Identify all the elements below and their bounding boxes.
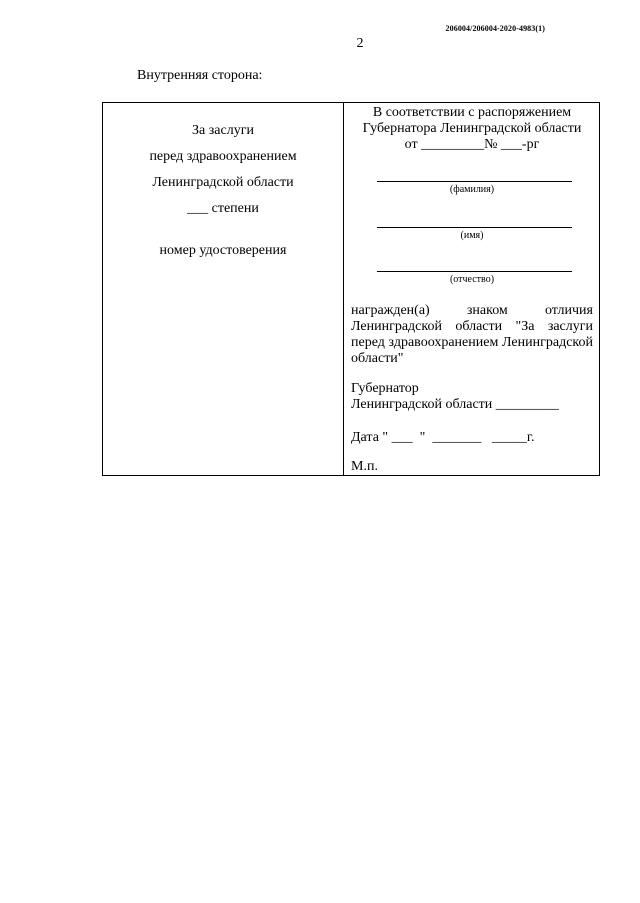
surname-field-line xyxy=(377,181,572,182)
patronymic-field-line xyxy=(377,271,572,272)
governor-title: Губернатор xyxy=(351,381,419,396)
award-title-line3: Ленинградской области xyxy=(152,175,294,190)
degree-line: ___ степени xyxy=(187,201,259,216)
certificate-spread xyxy=(102,102,600,476)
page-number: 2 xyxy=(356,36,364,51)
document-id: 206004/206004-2020-4983(1) xyxy=(445,24,545,33)
awarded-text: награжден(а) знаком отличия Ленинградской области "За заслуги перед здравоохранением Ленинградской области" xyxy=(351,303,593,366)
name-field-line xyxy=(377,227,572,228)
surname-caption: (фамилия) xyxy=(449,184,495,195)
award-title-line1: За заслуги xyxy=(192,123,254,138)
section-title: Внутренняя сторона: xyxy=(137,68,263,83)
order-line2: Губернатора Ленинградской области xyxy=(362,121,582,136)
patronymic-caption: (отчество) xyxy=(449,274,495,285)
order-line3: от _________№ ___-рг xyxy=(404,137,540,152)
center-divider xyxy=(343,103,344,475)
date-line: Дата " ___ " _______ _____г. xyxy=(351,430,535,445)
order-line1: В соответствии с распоряжением xyxy=(372,105,572,120)
award-title-line2: перед здравоохранением xyxy=(149,149,297,164)
name-caption: (имя) xyxy=(460,230,484,241)
seal-place: М.п. xyxy=(351,459,378,474)
certificate-number-label: номер удостоверения xyxy=(159,243,287,258)
governor-signature-line: Ленинградской области _________ xyxy=(351,397,559,412)
